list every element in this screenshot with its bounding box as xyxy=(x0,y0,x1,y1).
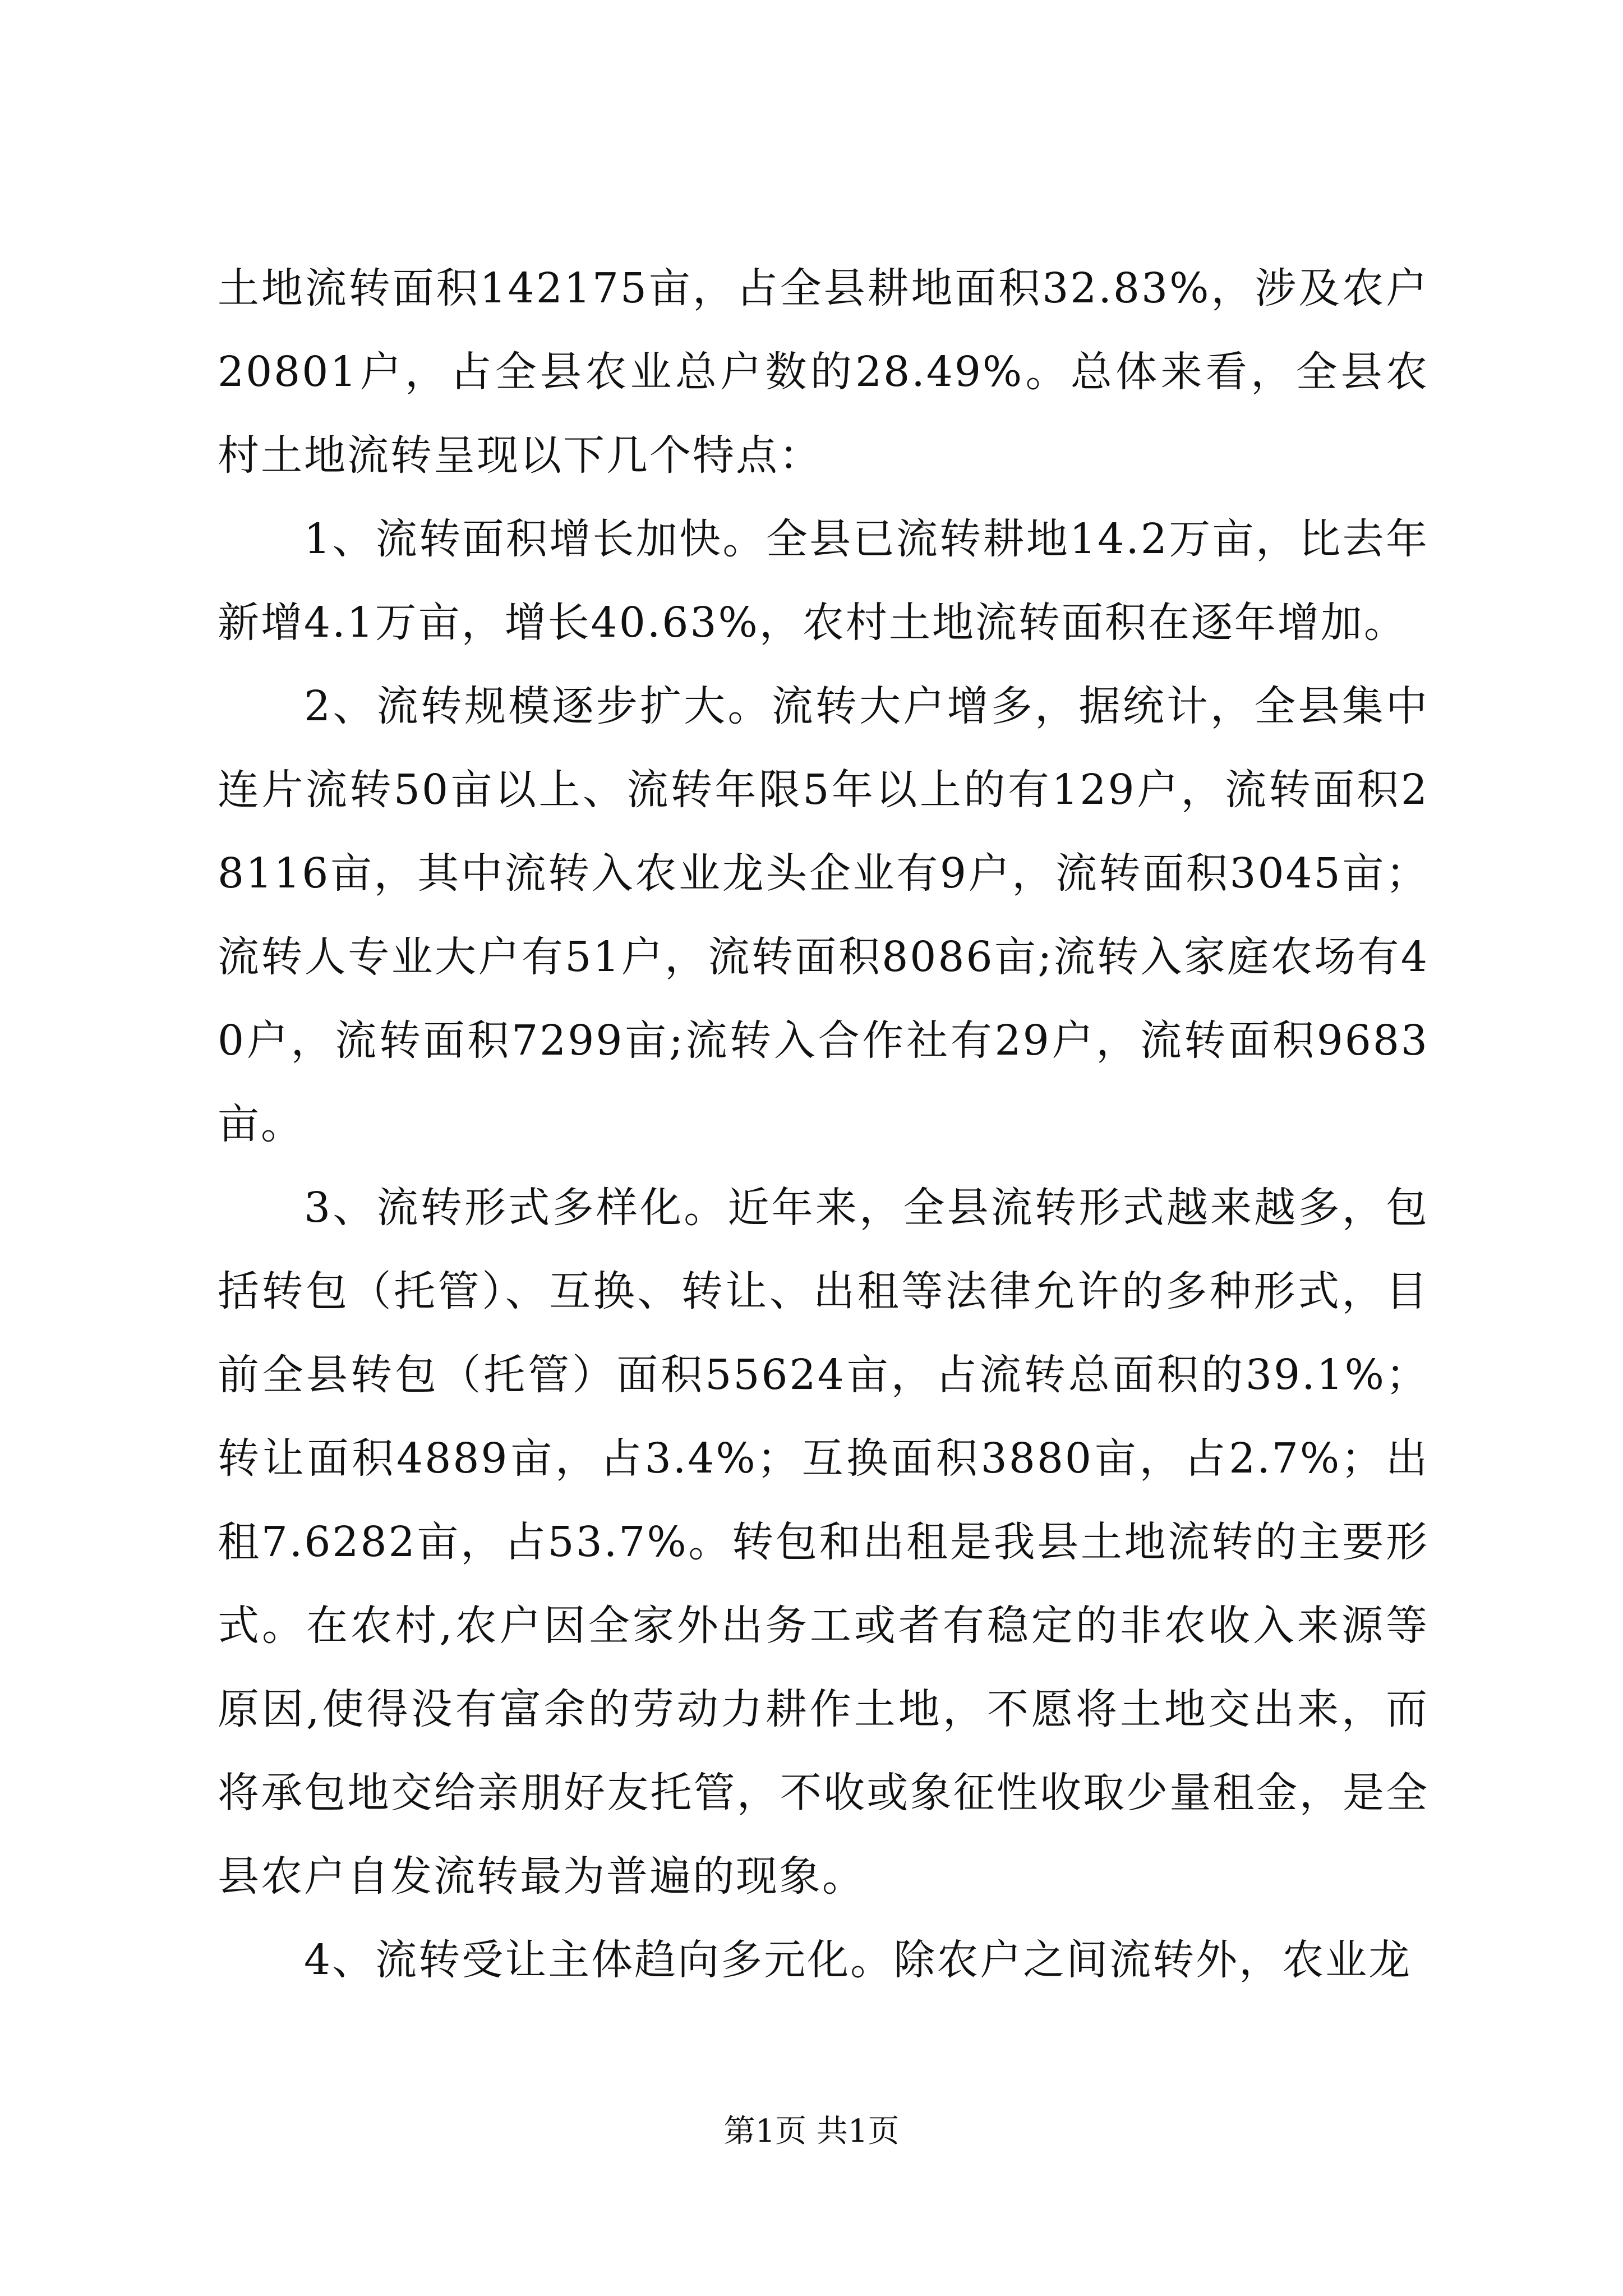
paragraph-point-4: 4、流转受让主体趋向多元化。除农户之间流转外，农业龙 xyxy=(304,1936,1412,1984)
paragraph-intro: 土地流转面积142175亩，占全县耕地面积32.83%，涉及农户20801户，占全县农业总户数的28.49%。总体来看，全县农村土地流转呈现以下几个特点： xyxy=(218,264,1429,480)
paragraph-point-2: 2、流转规模逐步扩大。流转大户增多，据统计，全县集中连片流转50亩以上、流转年限5年以上的有129户，流转面积28116亩，其中流转入农业龙头企业有9户，流转面积3045亩；流转人专业大户有51户，流转面积8086亩;流转入家庭农场有40户，流转面积7299亩;流转入合作社有29户，流转面积9683亩。 xyxy=(218,682,1429,1148)
paragraph-point-3: 3、流转形式多样化。近年来，全县流转形式越来越多，包括转包（托管）、互换、转让、出租等法律允许的多种形式，目前全县转包（托管）面积55624亩，占流转总面积的39.1%；转让面积4889亩，占3.4%；互换面积3880亩，占2.7%；出租7.6282亩，占53.7%。转包和出租是我县土地流转的主要形式。在农村,农户因全家外出务工或者有稳定的非农收入来源等原因,使得没有富余的劳动力耕作土地，不愿将土地交出来，而将承包地交给亲朋好友托管，不收或象征性收取少量租金，是全县农户自发流转最为普遍的现象。 xyxy=(218,1184,1429,1901)
page-footer: 第1页 共1页 xyxy=(723,2113,900,2150)
paragraph-point-1: 1、流转面积增长加快。全县已流转耕地14.2万亩，比去年新增4.1万亩，增长40.63%，农村土地流转面积在逐年增加。 xyxy=(218,515,1429,647)
document-body xyxy=(218,247,1429,2002)
